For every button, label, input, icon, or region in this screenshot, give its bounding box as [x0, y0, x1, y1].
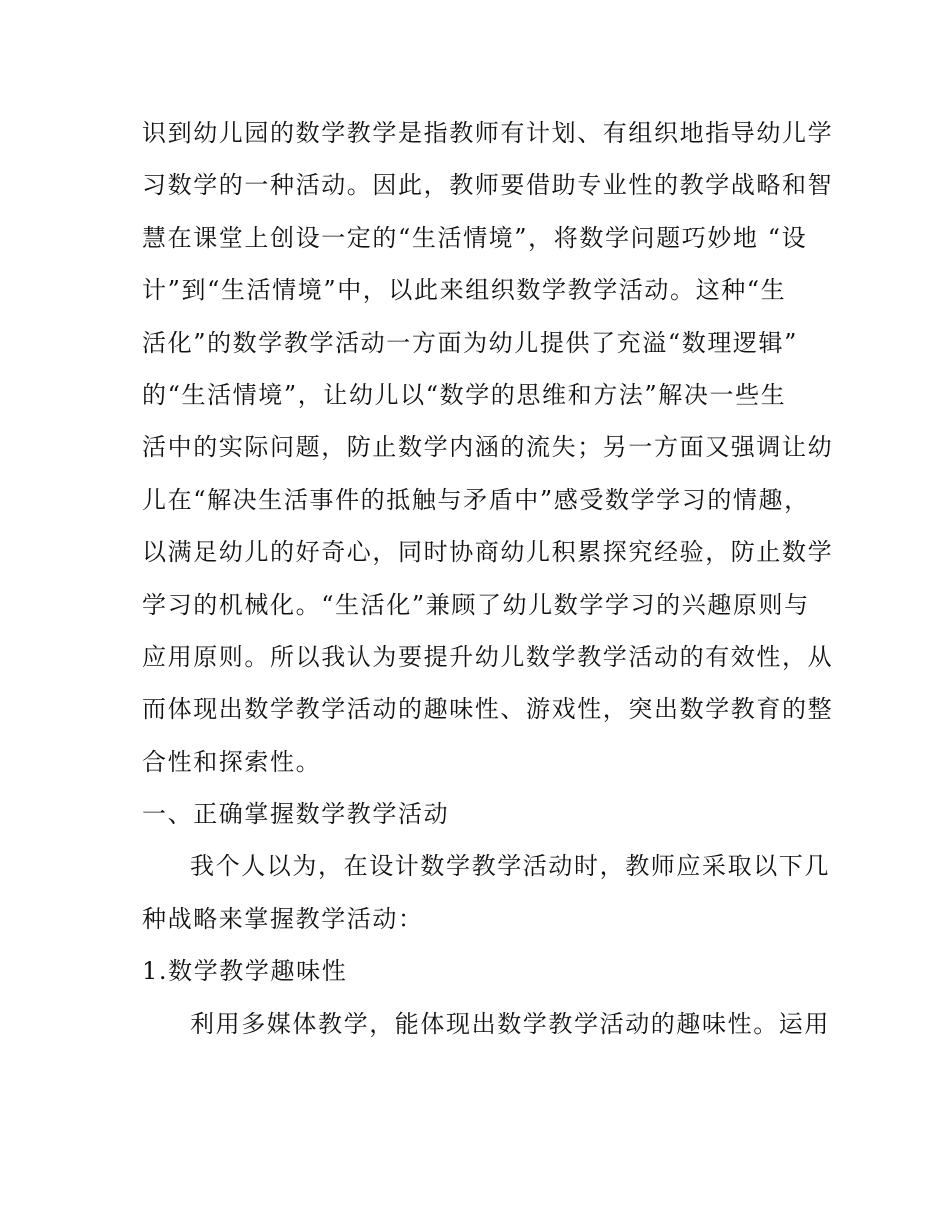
text-line: 慧在课堂上创设一定的“生活情境”，将数学问题巧妙地 “设 — [142, 223, 808, 252]
text-line: 学习的机械化。“生活化”兼顾了幼儿数学学习的兴趣原则与 — [142, 590, 810, 619]
text-line: 应用原则。所以我认为要提升幼儿数学教学活动的有效性，从 — [142, 642, 834, 671]
body-paragraph — [142, 107, 834, 788]
body-paragraph — [142, 998, 830, 1050]
text-line: 种战略来掌握教学活动： — [142, 904, 424, 933]
text-line: 儿在“解决生活事件的抵触与矛盾中”感受数学学习的情趣， — [142, 485, 810, 514]
text-line: 识到幼儿园的数学教学是指教师有计划、有组织地指导幼儿学 — [142, 119, 834, 147]
text-line: 以满足幼儿的好奇心，同时协商幼儿积累探究经验，防止数学 — [142, 538, 834, 567]
text-line: 习数学的一种活动。因此，教师要借助专业性的教学战略和智 — [142, 171, 834, 200]
text-line: 合性和探索性。 — [142, 747, 322, 776]
text-line: 活中的实际问题，防止数学内涵的流失；另一方面又强调让幼 — [142, 433, 834, 462]
text-line: 计”到“生活情境”中，以此来组织数学教学活动。这种“生 — [142, 276, 787, 305]
text-line: 的“生活情境”，让幼儿以“数学的思维和方法”解决一些生 — [142, 380, 787, 409]
subheading: 1.数学教学趣味性 — [142, 957, 348, 986]
document-body — [142, 107, 834, 1050]
text-line: 利用多媒体教学，能体现出数学教学活动的趣味性。运用 — [190, 1009, 830, 1038]
text-line: 而体现出数学教学活动的趣味性、游戏性，突出数学教育的整 — [142, 695, 834, 724]
section-heading: 一、正确掌握数学教学活动 — [142, 800, 450, 829]
text-line: 活化”的数学教学活动一方面为幼儿提供了充溢“数理逻辑” — [142, 328, 799, 357]
body-paragraph — [142, 840, 830, 945]
text-line: 我个人以为，在设计数学教学活动时，教师应采取以下几 — [190, 852, 830, 881]
